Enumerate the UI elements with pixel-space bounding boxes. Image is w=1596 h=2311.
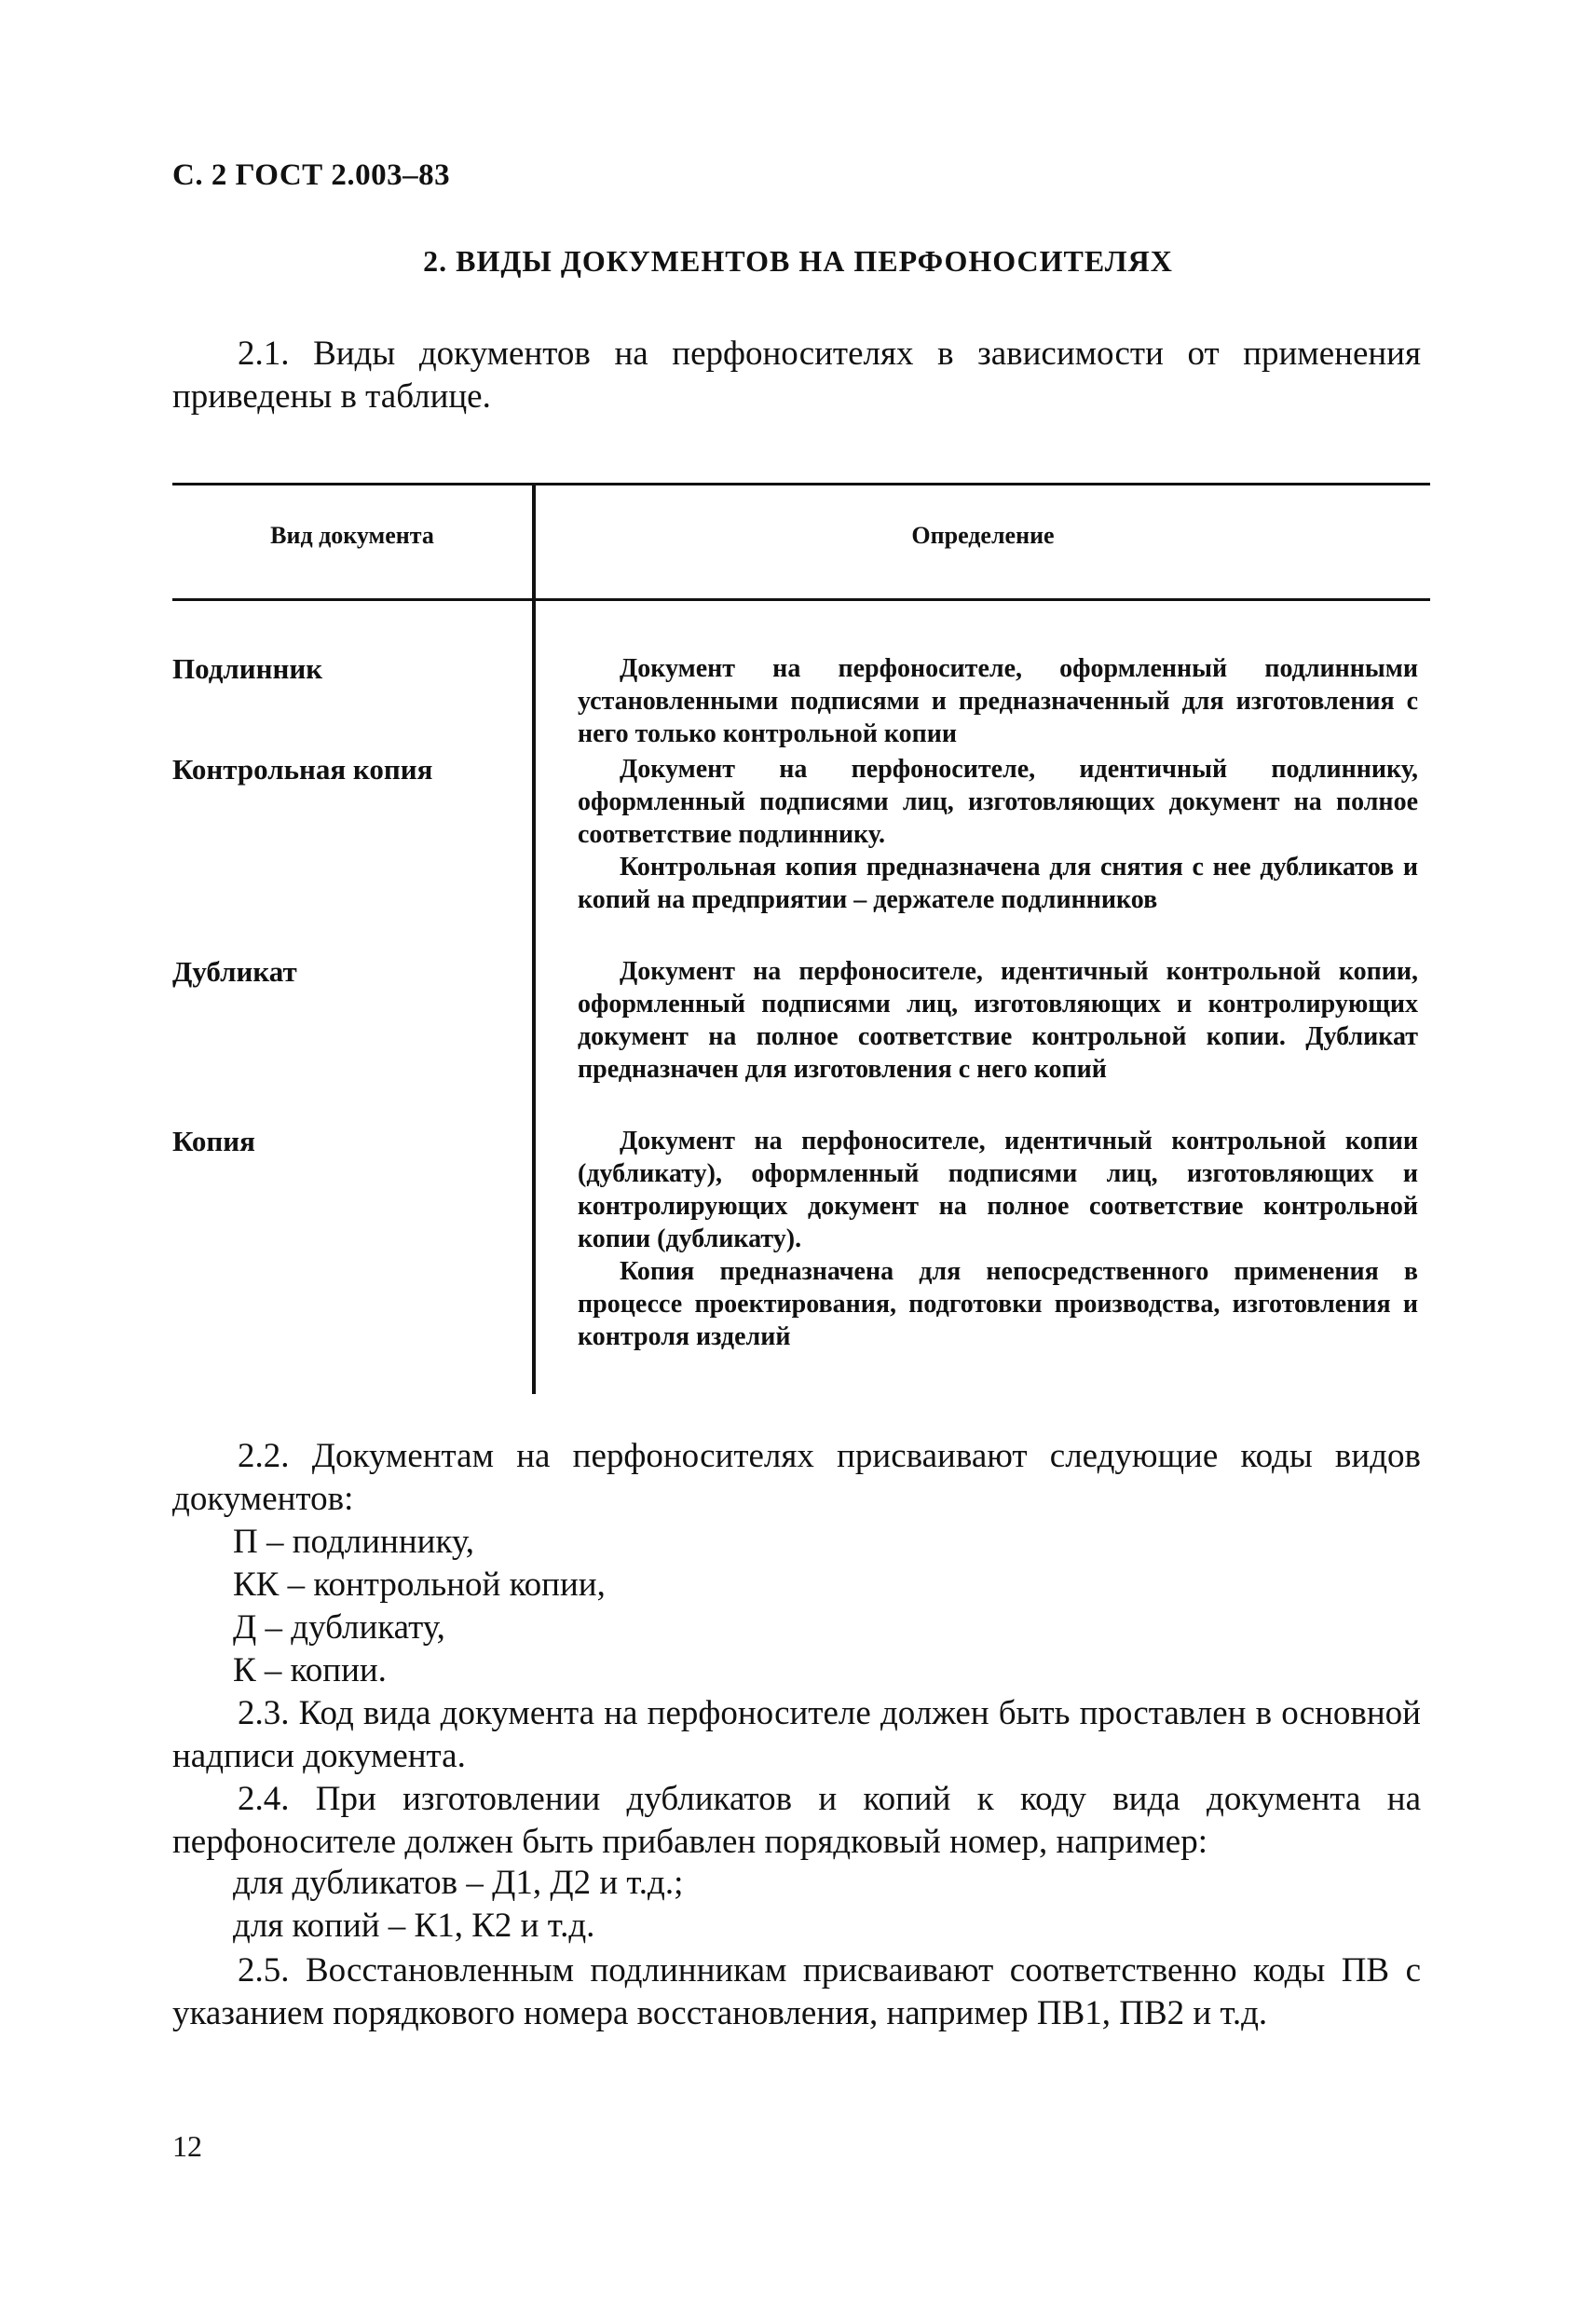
table-term-copy: Копия xyxy=(172,1125,255,1157)
code-list-item: П – подлиннику, xyxy=(233,1523,474,1561)
definition-paragraph: Документ на перфоносителе, идентичный подлиннику, оформленный подписями лиц, изготовляющих документ на полное соответствие подлиннику. xyxy=(578,755,1418,849)
definition-paragraph: Контрольная копия предназначена для снятия с нее дубликатов и копий на предприятии – держателе подлинников xyxy=(578,853,1418,914)
section-title: 2. ВИДЫ ДОКУМЕНТОВ НА ПЕРФОНОСИТЕЛЯХ xyxy=(423,244,1173,278)
definition-paragraph: Копия предназначена для непосредственного применения в процессе проектирования, подготовки производства, изготовления и контроля изделий xyxy=(578,1257,1418,1351)
paragraph-2-4-text: 2.4. При изготовлении дубликатов и копий к коду вида документа на перфоносителе должен быть прибавлен порядковый номер, например: xyxy=(172,1780,1421,1861)
table-definition-control-copy xyxy=(578,753,1418,916)
paragraph-2-4-duplicates: для дубликатов – Д1, Д2 и т.д.; xyxy=(233,1864,684,1902)
paragraph-2-3 xyxy=(172,1692,1421,1778)
table-top-rule xyxy=(172,483,1430,485)
paragraph-2-3-text: 2.3. Код вида документа на перфоносителе должен быть проставлен в основной надписи документа. xyxy=(172,1694,1421,1775)
code-list-item: К – копии. xyxy=(233,1651,387,1689)
paragraph-2-5 xyxy=(172,1949,1421,2035)
table-column-divider xyxy=(532,483,536,1394)
code-list-item: КК – контрольной копии, xyxy=(233,1566,606,1604)
definition-paragraph: Документ на перфоносителе, оформленный подлинными установленными подписями и предназначенный для изготовления с него только контрольной копии xyxy=(578,654,1418,748)
definition-paragraph: Документ на перфоносителе, идентичный контрольной копии, оформленный подписями лиц, изготовляющих и контролирующих документ на полное соответствие контрольной копии. Дубликат предназначен для изготовления с него копий xyxy=(578,957,1418,1084)
table-term-control-copy: Контрольная копия xyxy=(172,753,433,786)
paragraph-2-2 xyxy=(172,1435,1421,1521)
table-header-definition: Определение xyxy=(911,522,1055,549)
table-header-doc-type: Вид документа xyxy=(270,522,434,549)
paragraph-2-1 xyxy=(172,333,1421,418)
table-term-original: Подлинник xyxy=(172,652,323,685)
table-term-duplicate: Дубликат xyxy=(172,955,297,988)
page-number: 12 xyxy=(172,2129,202,2163)
table-definition-original xyxy=(578,652,1418,750)
code-list-item: Д – дубликату, xyxy=(233,1608,445,1647)
table-definition-duplicate xyxy=(578,955,1418,1086)
definition-paragraph: Документ на перфоносителе, идентичный контрольной копии (дубликату), оформленный подписями лиц, изготовляющих и контролирующих документ на полное соответствие контрольной копии (дубликату). xyxy=(578,1127,1418,1253)
paragraph-2-2-text: 2.2. Документам на перфоносителях присваивают следующие коды видов документов: xyxy=(172,1437,1421,1518)
paragraph-2-1-text: 2.1. Виды документов на перфоносителях в зависимости от применения приведены в таблице. xyxy=(172,335,1421,416)
page-header: С. 2 ГОСТ 2.003–83 xyxy=(172,158,451,192)
paragraph-2-5-text: 2.5. Восстановленным подлинникам присваивают соответственно коды ПВ с указанием порядкового номера восстановления, например ПВ1, ПВ2 и т.д. xyxy=(172,1951,1421,2032)
table-definition-copy xyxy=(578,1125,1418,1353)
paragraph-2-4 xyxy=(172,1778,1421,1864)
paragraph-2-4-copies: для копий – К1, К2 и т.д. xyxy=(233,1907,595,1945)
table-header-rule xyxy=(172,598,1430,601)
